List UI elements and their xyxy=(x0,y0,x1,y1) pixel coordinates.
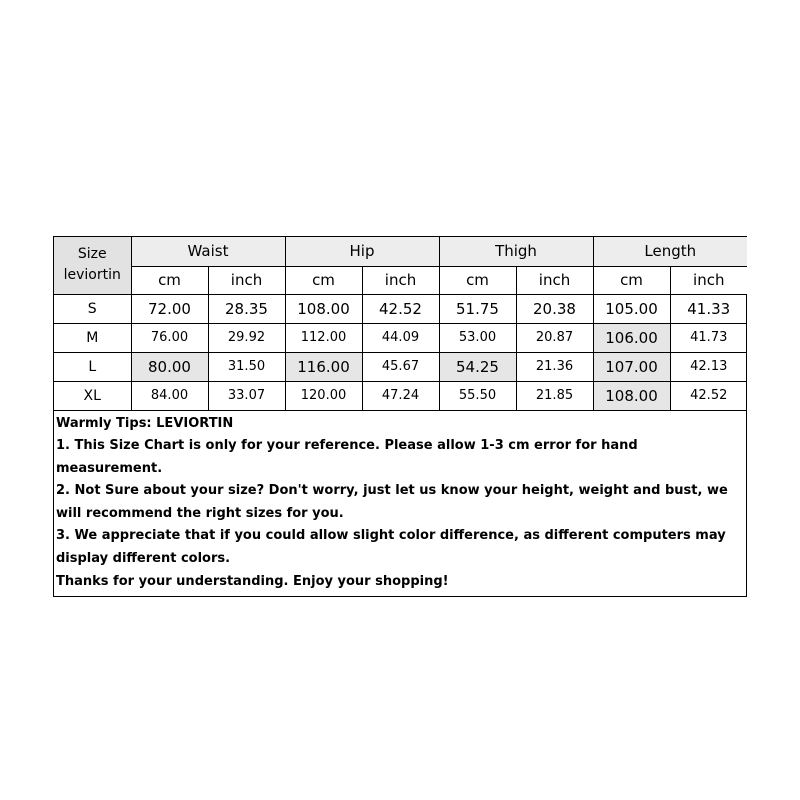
tips-title: Warmly Tips: LEVIORTIN xyxy=(56,415,234,431)
unit-header: cm xyxy=(131,266,208,294)
table-cell: 55.50 xyxy=(439,381,516,410)
table-cell: 41.33 xyxy=(670,294,747,323)
tips-line: 1. This Size Chart is only for your reference. Please allow 1-3 cm error for hand measurement. xyxy=(56,438,638,476)
table-cell: 80.00 xyxy=(131,352,208,381)
unit-header: cm xyxy=(285,266,362,294)
table-cell: 28.35 xyxy=(208,294,285,323)
size-label: XL xyxy=(54,381,131,410)
tips-line: 3. We appreciate that if you could allow slight color difference, as different computers may display different colors. xyxy=(56,528,726,567)
table-cell: 76.00 xyxy=(131,323,208,352)
table-cell: 112.00 xyxy=(285,323,362,352)
tips-line: 2. Not Sure about your size? Don't worry, just let us know your height, weight and bust, we will recommend the right sizes for you. xyxy=(56,483,728,521)
table-cell: 54.25 xyxy=(439,352,516,381)
size-table xyxy=(54,237,747,411)
table-cell: 29.92 xyxy=(208,323,285,352)
table-cell: 53.00 xyxy=(439,323,516,352)
table-cell: 20.38 xyxy=(516,294,593,323)
table-cell: 105.00 xyxy=(593,294,670,323)
table-cell: 108.00 xyxy=(593,381,670,410)
table-row xyxy=(54,294,747,323)
table-cell: 42.52 xyxy=(670,381,747,410)
tips-section xyxy=(54,411,746,597)
size-label: M xyxy=(54,323,131,352)
table-cell: 108.00 xyxy=(285,294,362,323)
table-cell: 106.00 xyxy=(593,323,670,352)
table-cell: 51.75 xyxy=(439,294,516,323)
unit-header: inch xyxy=(362,266,439,294)
size-header-line: Size xyxy=(77,246,107,263)
table-cell: 120.00 xyxy=(285,381,362,410)
size-label: L xyxy=(54,352,131,381)
size-header-line: leviortin xyxy=(63,267,121,284)
group-header-thigh: Thigh xyxy=(439,237,593,266)
table-cell: 44.09 xyxy=(362,323,439,352)
table-cell: 72.00 xyxy=(131,294,208,323)
group-header-hip: Hip xyxy=(285,237,439,266)
table-cell: 84.00 xyxy=(131,381,208,410)
unit-header: inch xyxy=(208,266,285,294)
table-cell: 41.73 xyxy=(670,323,747,352)
table-cell: 47.24 xyxy=(362,381,439,410)
tips-line: Thanks for your understanding. Enjoy your shopping! xyxy=(56,573,449,589)
unit-header: inch xyxy=(516,266,593,294)
size-label: S xyxy=(54,294,131,323)
table-cell: 33.07 xyxy=(208,381,285,410)
table-cell: 42.13 xyxy=(670,352,747,381)
size-column-header xyxy=(54,237,131,294)
table-cell: 107.00 xyxy=(593,352,670,381)
unit-header: cm xyxy=(593,266,670,294)
table-cell: 21.36 xyxy=(516,352,593,381)
unit-header: cm xyxy=(439,266,516,294)
table-cell: 42.52 xyxy=(362,294,439,323)
table-cell: 20.87 xyxy=(516,323,593,352)
table-cell: 45.67 xyxy=(362,352,439,381)
table-row xyxy=(54,323,747,352)
group-header-waist: Waist xyxy=(131,237,285,266)
table-row xyxy=(54,352,747,381)
group-header-length: Length xyxy=(593,237,747,266)
table-cell: 31.50 xyxy=(208,352,285,381)
size-chart xyxy=(53,236,747,597)
unit-header: inch xyxy=(670,266,747,294)
table-cell: 21.85 xyxy=(516,381,593,410)
table-cell: 116.00 xyxy=(285,352,362,381)
table-row xyxy=(54,381,747,410)
